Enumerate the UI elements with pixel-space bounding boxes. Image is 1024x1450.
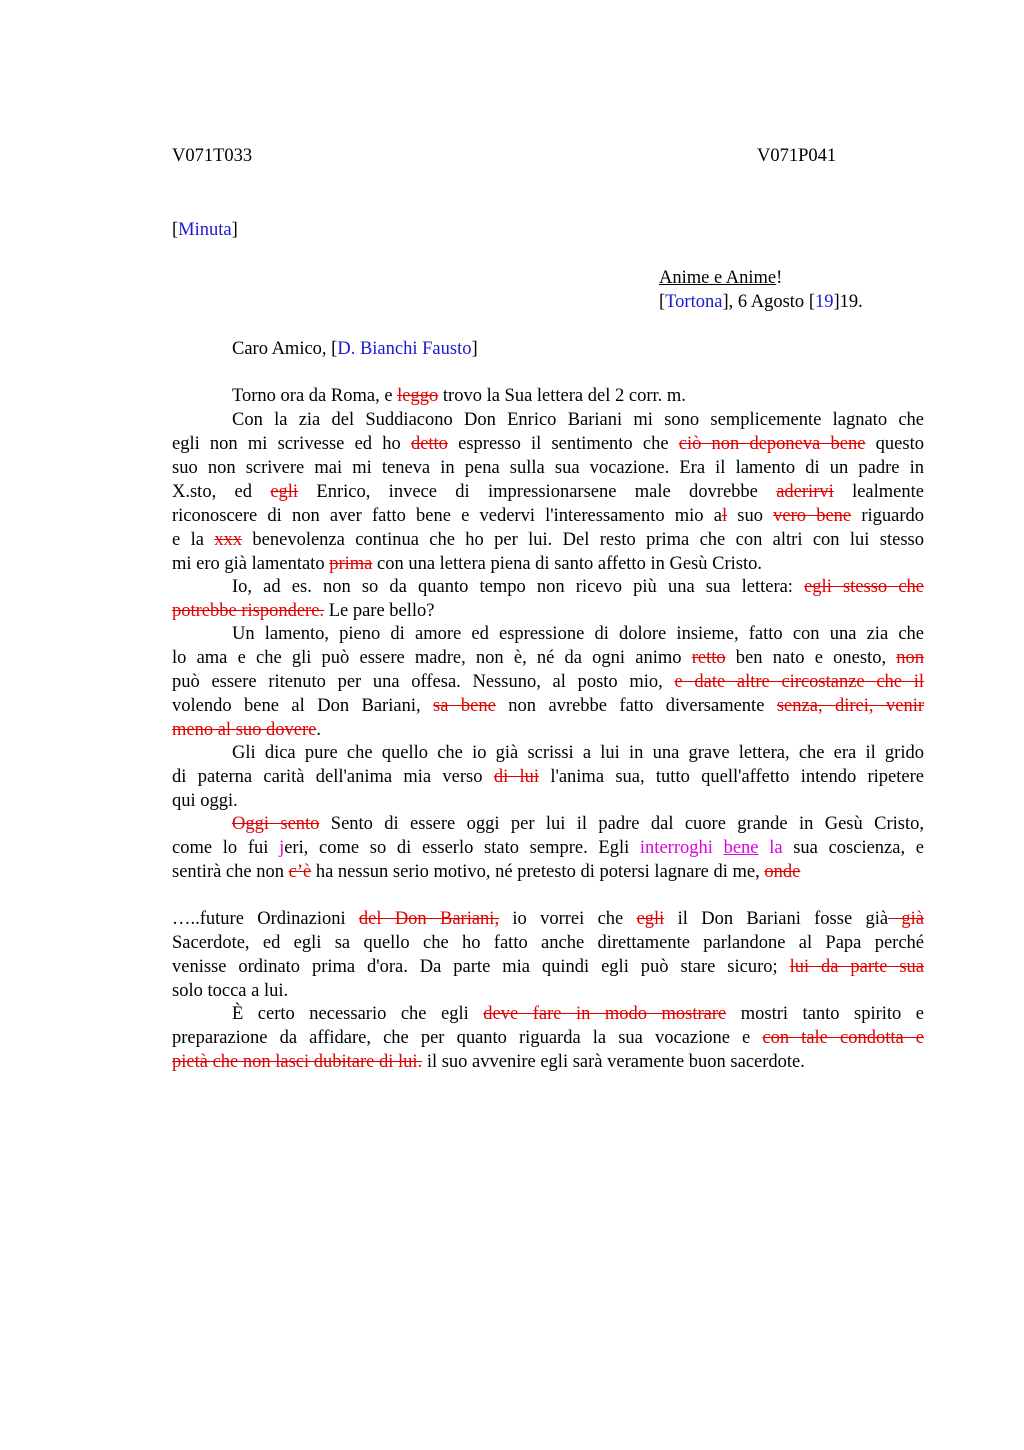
deleted-text: lui da parte sua [789,957,924,977]
date-line: [Tortona], 6 Agosto [19]19. [659,292,863,312]
inserted-underlined-text: bene [723,838,759,858]
text-line-19 [232,812,924,836]
text-line-3 [172,432,924,456]
text-span: io vorrei che [499,909,637,929]
document-code-left: V071T033 [172,146,253,166]
motto-line [659,266,782,290]
deleted-text: del Don Bariani, [358,909,500,929]
text-span: Sacerdote, ed egli sa quello che ho fatto anche direttamente parlandone al Papa perché [172,933,924,953]
deleted-text: c’è [288,862,312,882]
text-span: il suo avvenire egli sarà veramente buon sacerdote. [422,1052,805,1072]
text-span: con una lettera piena di santo affetto in Gesù Cristo. [372,554,762,574]
text-span: eri, come so di esserlo stato sempre. Egli [284,838,640,858]
deleted-text: xxx [214,530,243,550]
inserted-text: la [769,838,783,858]
motto-text: Anime e Anime [659,268,777,288]
text-line-9 [232,575,924,599]
text-span: solo tocca a lui. [172,981,289,1001]
text-span: mi ero già lamentato [172,554,330,574]
text-span: riconoscere di non aver fatto bene e vedervi l'interessamento mio a [172,506,722,526]
text-span: egli non mi scrivesse ed ho [172,434,411,454]
deleted-text: egli stesso che [804,577,924,597]
text-span [759,838,770,858]
text-span: È certo necessario che egli [232,1004,484,1024]
text-span: preparazione da affidare, che per quanto riguarda la sua vocazione e [172,1028,763,1048]
text-span: benevolenza continua che ho per lui. Del resto prima che con altri con lui stesso [242,530,925,550]
text-span: sentirà che non [172,862,289,882]
salutation: Caro Amico, [D. Bianchi Fausto] [232,339,478,359]
deleted-text: e date altre circostanze che il [674,672,924,692]
text-span: Enrico, invece di impressionarsene male dovrebbe [298,482,777,502]
text-span: Le pare bello? [324,601,435,621]
text-span: e la [172,530,215,550]
text-span: Io, ad es. non so da quanto tempo non ricevo più una sua lettera: [232,577,805,597]
deleted-text: potrebbe rispondere. [172,601,325,621]
text-span: può essere ritenuto per una offesa. Nessuno, al posto mio, [172,672,675,692]
text-line-18 [172,789,238,813]
text-span: come lo fui [172,838,280,858]
deleted-text: retto [691,648,726,668]
text-line-17 [172,765,924,789]
text-span: ha nessun serio motivo, né pretesto di potersi lagnare di me, [311,862,765,882]
deleted-text: meno al suo dovere [172,720,317,740]
text-line-25 [172,979,288,1003]
text-span: X.sto, ed [172,482,271,502]
minuta-label: [Minuta] [172,220,238,240]
text-line-26 [232,1002,924,1026]
text-span: lo ama e che gli può essere madre, non è, né da ogni animo [172,648,692,668]
text-line-15 [172,718,321,742]
deleted-text: detto [410,434,448,454]
deleted-text: vero bene [773,506,852,526]
deleted-text: prima [329,554,373,574]
text-span: mostri tanto spirito e [726,1004,925,1024]
text-line-6 [172,504,924,528]
year-prefix: 19 [814,292,834,312]
text-span: espresso il sentimento che [447,434,679,454]
text-span: Gli dica pure che quello che io già scrissi a lui in una grave lettera, che era il grido [232,743,924,763]
text-line-23 [172,931,924,955]
text-line-11 [232,622,924,646]
salutation-text: Caro Amico, [232,339,332,359]
text-span: Con la zia del Suddiacono Don Enrico Bariani mi sono semplicemente lagnato che [232,410,924,430]
deleted-text: pietà che non lasci dubitare di lui. [172,1052,423,1072]
date-middle: , 6 Agosto [728,292,809,312]
text-line-7 [172,528,924,552]
text-line-2 [232,408,924,432]
text-span: l'anima sua, tutto quell'affetto intendo ripetere [539,767,924,787]
text-span: riguardo [851,506,924,526]
deleted-text: di lui [493,767,540,787]
document-code-right: V071P041 [757,146,837,166]
text-line-5 [172,480,924,504]
motto-exclamation: ! [776,268,783,288]
text-span: sua coscienza, e [782,838,924,858]
place-name: Tortona [665,292,723,312]
text-span: ben nato e onesto, [725,648,897,668]
text-line-1 [232,384,686,408]
salutation-recipient: D. Bianchi Fausto [337,339,472,359]
inserted-text: interroghi [639,838,713,858]
deleted-text: senza, direi, venir [776,696,924,716]
text-span: non avrebbe fatto diversamente [495,696,777,716]
text-span: volendo bene al Don Bariani, [172,696,434,716]
text-line-14 [172,694,924,718]
deleted-text: deve fare in modo mostrare [483,1004,727,1024]
minuta-text: Minuta [178,220,232,240]
deleted-text: non [896,648,925,668]
text-line-4 [172,456,924,480]
text-line-21 [172,860,800,884]
text-span: Sento di essere oggi per lui il padre dal cuore grande in Gesù Cristo, [319,814,924,834]
text-span: trovo la Sua lettera del 2 corr. m. [438,386,686,406]
text-line-12 [172,646,924,670]
text-span: Un lamento, pieno di amore ed espressione di dolore insieme, fatto con una zia che [232,624,924,644]
text-span: . [316,720,321,740]
deleted-text: sa bene [433,696,496,716]
text-span: …..future Ordinazioni [172,909,359,929]
text-span: qui oggi. [172,791,238,811]
text-span: questo [865,434,924,454]
text-line-13 [172,670,924,694]
deleted-text: aderirvi [776,482,834,502]
deleted-text: ciò non deponeva bene [678,434,866,454]
deleted-text: egli [636,909,665,929]
text-span: venisse ordinato prima d'ora. Da parte mia quindi egli può stare sicuro; [172,957,790,977]
text-line-24 [172,955,924,979]
text-line-27 [172,1026,924,1050]
deleted-text: egli [270,482,299,502]
text-line-10 [172,599,434,623]
text-span: suo [727,506,774,526]
text-span: lealmente [833,482,924,502]
text-line-16 [232,741,924,765]
deleted-text: già [888,909,924,929]
deleted-text: onde [764,862,801,882]
deleted-text: l [721,506,728,526]
deleted-text: con tale condotta e [762,1028,925,1048]
text-line-20 [172,836,924,860]
text-line-28 [172,1050,805,1074]
text-span: il Don Bariani fosse già [664,909,889,929]
year-suffix: 19. [839,292,863,312]
deleted-text: Oggi sento [232,814,320,834]
text-span: Torno ora da Roma, e [232,386,398,406]
text-line-22 [172,907,924,931]
inserted-text: j [279,838,285,858]
text-span [713,838,724,858]
deleted-text: leggo [397,386,439,406]
text-span: suo non scrivere mai mi teneva in pena sulla sua vocazione. Era il lamento di un padre in [172,458,924,478]
text-line-8 [172,552,762,576]
text-span: di paterna carità dell'anima mia verso [172,767,494,787]
